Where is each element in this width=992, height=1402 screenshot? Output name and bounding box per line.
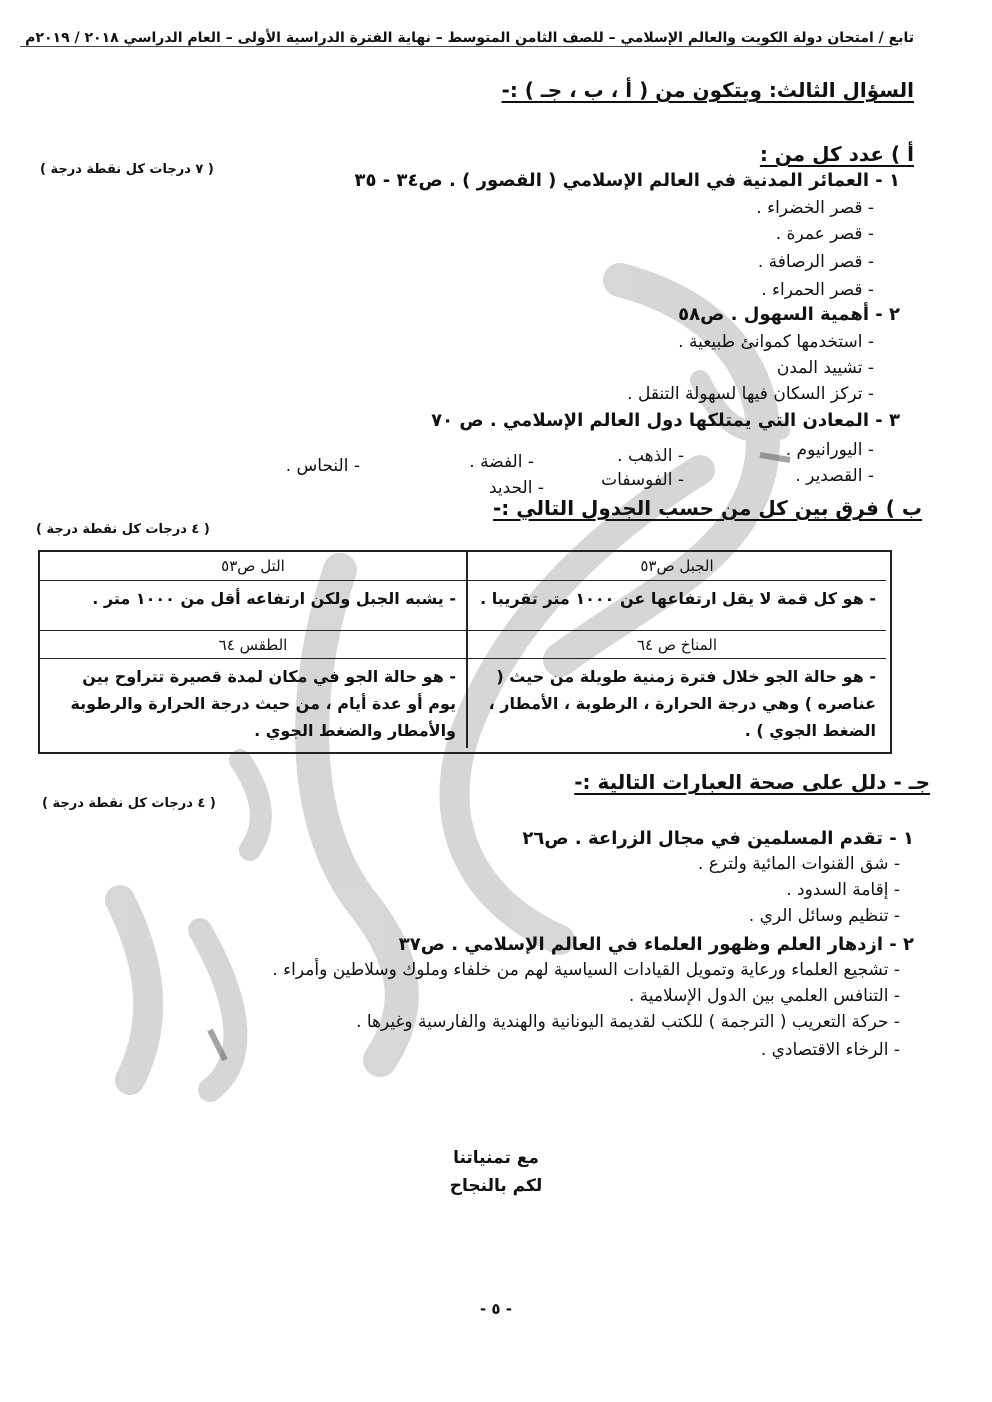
c-item2-point: - الرخاء الاقتصادي .	[760, 1040, 900, 1060]
closing-line2: لكم بالنجاح	[449, 1176, 543, 1196]
a-item1-point: - قصر الخضراء .	[756, 198, 874, 218]
header-mountain: الجبل ص٥٣	[640, 557, 714, 575]
mineral-item: - النحاس .	[285, 456, 360, 476]
comparison-table	[38, 550, 892, 754]
question-title: السؤال الثالث: ويتكون من ( أ ، ب ، جـ ) :-	[501, 78, 914, 102]
section-a-grade-note: ( ٧ درجات كل نقطة درجة )	[40, 162, 214, 177]
closing-line1: مع تمنياتنا	[453, 1148, 539, 1168]
a-item2-point: - تشييد المدن	[776, 358, 874, 378]
a-item2-point: - استخدمها كموانئ طبيعية .	[678, 332, 874, 352]
c-item2-point: - تشجيع العلماء ورعاية وتمويل القيادات السياسية لهم من خلفاء وملوك وسلاطين وأمراء .	[272, 960, 900, 980]
a-item1-point: - قصر الرصافة .	[757, 252, 874, 272]
a-item1-point: - قصر الحمراء .	[761, 280, 874, 300]
c-item2-title: ٢ - ازدهار العلم وظهور العلماء في العالم الإسلامي . ص٣٧	[398, 934, 914, 955]
section-b-grade-note: ( ٤ درجات كل نقطة درجة )	[36, 522, 210, 537]
header-rule	[20, 46, 892, 47]
page-number: - ٥ -	[479, 1300, 513, 1318]
section-c-title: جـ - دلل على صحة العبارات التالية :-	[574, 770, 930, 794]
cell-weather-def: - هو حالة الجو في مكان لمدة قصيرة تتراوح بين يوم أو عدة أيام ، من حيث درجة الحرارة والرطوبة والأمطار والضغط الجوي .	[70, 667, 456, 740]
a-item1-point: - قصر عمرة .	[775, 224, 874, 244]
c-item1-point: - تنظيم وسائل الري .	[748, 906, 900, 926]
cell-mountain-def: - هو كل قمة لا يقل ارتفاعها عن ١٠٠٠ متر تقريبا .	[480, 589, 876, 608]
header-climate: المناخ ص ٦٤	[637, 636, 717, 654]
header-hill: التل ص٥٣	[221, 557, 285, 575]
header-weather: الطقس ٦٤	[218, 636, 288, 654]
mineral-item: - الفوسفات	[601, 470, 684, 490]
c-item2-point: - حركة التعريب ( الترجمة ) للكتب لقديمة اليونانية والهندية والفارسية وغيرها .	[356, 1012, 900, 1032]
a-item1-title: ١ - العمائر المدنية في العالم الإسلامي ( القصور ) . ص٣٤ - ٣٥	[354, 170, 900, 191]
a-item2-point: - تركز السكان فيها لسهولة التنقل .	[627, 384, 874, 404]
cell-hill-def: - يشبه الجبل ولكن ارتفاعه أقل من ١٠٠٠ متر .	[92, 589, 456, 608]
a-item3-title: ٣ - المعادن التي يمتلكها دول العالم الإسلامي . ص ٧٠	[431, 410, 900, 431]
mineral-item: - الفضة .	[469, 452, 534, 472]
cell-climate-def: - هو حالة الجو خلال فترة زمنية طويلة من حيث ( عناصره ) وهي درجة الحرارة ، الرطوبة ، الأمطار ، الضغط الجوي ) .	[488, 667, 876, 740]
mineral-item: - الحديد	[489, 478, 544, 498]
mineral-item: - القصدير .	[795, 466, 874, 486]
section-a-title: أ ) عدد كل من :	[759, 142, 914, 166]
c-item1-title: ١ - تقدم المسلمين في مجال الزراعة . ص٢٦	[522, 828, 914, 849]
mineral-item: - اليورانيوم .	[785, 440, 874, 460]
section-c-grade-note: ( ٤ درجات كل نقطة درجة )	[42, 796, 216, 811]
c-item1-point: - شق القنوات المائية ولترع .	[697, 854, 900, 874]
exam-header: تابع / امتحان دولة الكويت والعالم الإسلامي – للصف الثامن المتوسط – نهاية الفترة الدراسية الأولى – العام الدراسي ٢٠١٨ / ٢٠١٩م	[25, 30, 914, 46]
c-item2-point: - التنافس العلمي بين الدول الإسلامية .	[628, 986, 900, 1006]
mineral-item: - الذهب .	[617, 446, 684, 466]
a-item2-title: ٢ - أهمية السهول . ص٥٨	[678, 304, 900, 325]
section-b-title: ب ) فرق بين كل من حسب الجدول التالي :-	[493, 496, 922, 520]
c-item1-point: - إقامة السدود .	[786, 880, 900, 900]
